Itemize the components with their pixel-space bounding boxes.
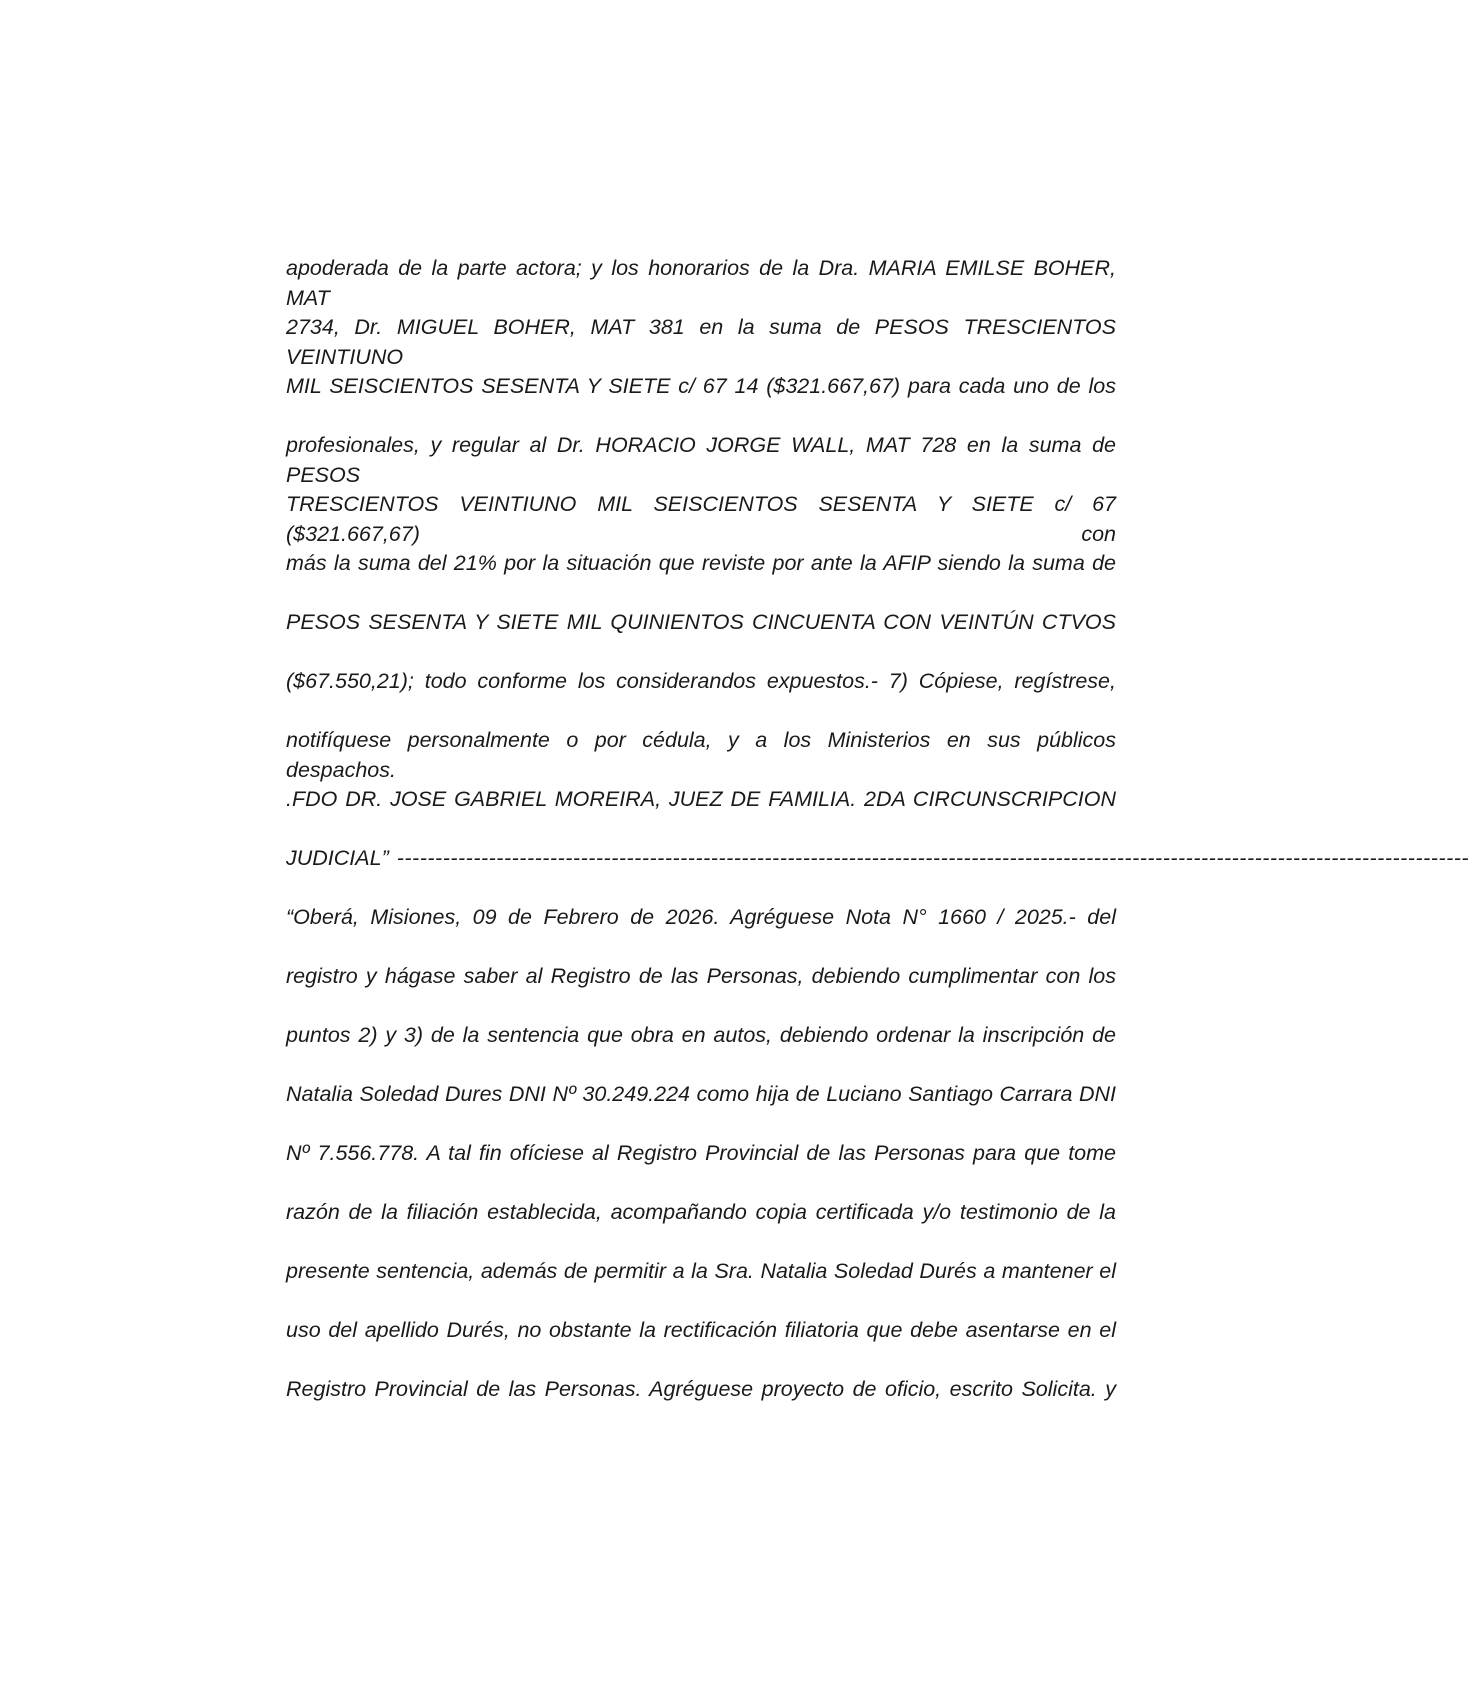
document-line: notifíquese personalmente o por cédula, y a los Ministerios en sus públicos despachos. — [286, 728, 1116, 782]
document-line: Natalia Soledad Dures DNI Nº 30.249.224 como hija de Luciano Santiago Carrara DNI — [286, 1082, 1116, 1106]
document-line: Nº 7.556.778. A tal fin ofíciese al Registro Provincial de las Personas para que tome — [286, 1141, 1116, 1165]
document-line: MIL SEISCIENTOS SESENTA Y SIETE c/ 67 14 ($321.667,67) para cada uno de los — [286, 374, 1116, 398]
document-line: puntos 2) y 3) de la sentencia que obra en autos, debiendo ordenar la inscripción de — [286, 1023, 1116, 1047]
document-line: más la suma del 21% por la situación que reviste por ante la AFIP siendo la suma de — [286, 551, 1116, 575]
document-body — [286, 253, 1469, 1433]
document-line: TRESCIENTOS VEINTIUNO MIL SEISCIENTOS SESENTA Y SIETE c/ 67 ($321.667,67) con — [286, 492, 1116, 546]
document-line: .FDO DR. JOSE GABRIEL MOREIRA, JUEZ DE FAMILIA. 2DA CIRCUNSCRIPCION — [286, 787, 1116, 811]
dash-separator: -------------------------------------------------------------------------------------------------------------------------------------------- — [396, 846, 1469, 870]
document-line: Registro Provincial de las Personas. Agréguese proyecto de oficio, escrito Solicita. y — [286, 1377, 1116, 1401]
document-line: presente sentencia, además de permitir a la Sra. Natalia Soledad Durés a mantener el — [286, 1259, 1116, 1283]
document-line: ($67.550,21); todo conforme los considerandos expuestos.- 7) Cópiese, regístrese, — [286, 669, 1116, 693]
document-line: profesionales, y regular al Dr. HORACIO JORGE WALL, MAT 728 en la suma de PESOS — [286, 433, 1116, 487]
document-line: PESOS SESENTA Y SIETE MIL QUINIENTOS CINCUENTA CON VEINTÚN CTVOS — [286, 610, 1116, 634]
document-line: razón de la filiación establecida, acompañando copia certificada y/o testimonio de la — [286, 1200, 1116, 1224]
document-line-text: JUDICIAL” — [286, 846, 389, 870]
document-line: registro y hágase saber al Registro de las Personas, debiendo cumplimentar con los — [286, 964, 1116, 988]
document-line — [286, 843, 1469, 902]
document-line: apoderada de la parte actora; y los honorarios de la Dra. MARIA EMILSE BOHER, MAT — [286, 256, 1116, 310]
document-line: “Oberá, Misiones, 09 de Febrero de 2026. Agréguese Nota N° 1660 / 2025.- del — [286, 905, 1116, 929]
document-line: 2734, Dr. MIGUEL BOHER, MAT 381 en la suma de PESOS TRESCIENTOS VEINTIUNO — [286, 315, 1116, 369]
document-line: uso del apellido Durés, no obstante la rectificación filiatoria que debe asentarse en el — [286, 1318, 1116, 1342]
